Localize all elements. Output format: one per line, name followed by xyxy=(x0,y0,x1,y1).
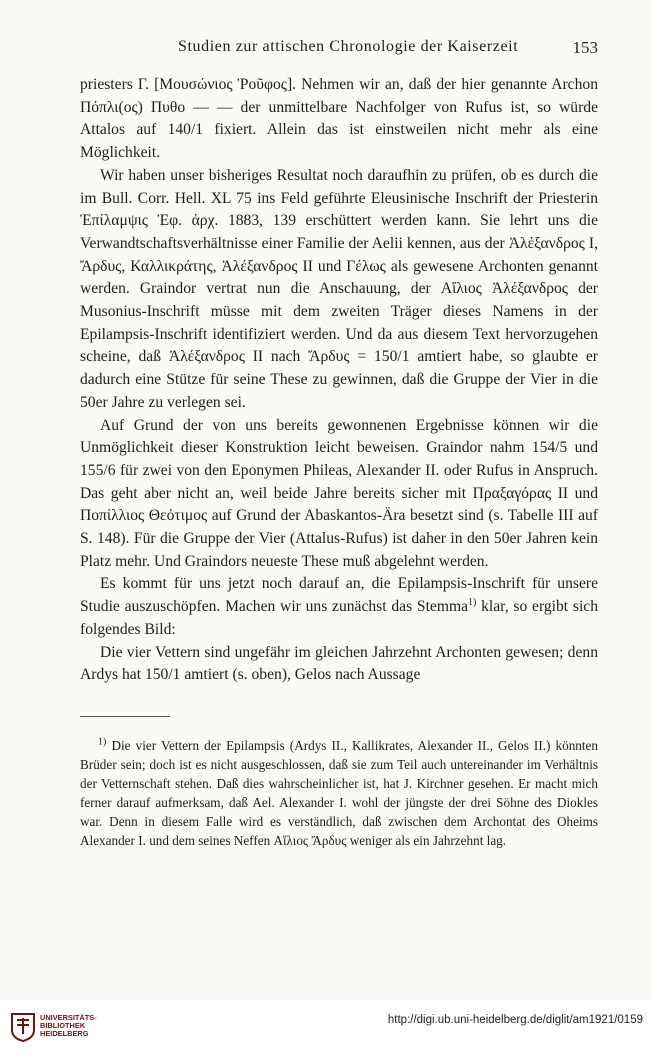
library-line-3: HEIDELBERG xyxy=(40,1029,89,1039)
paragraph-4 xyxy=(80,573,598,641)
university-seal-icon xyxy=(10,1012,36,1042)
permalink-url[interactable]: http://digi.ub.uni-heidelberg.de/diglit/am1921/0159 xyxy=(387,1014,643,1026)
footnote-ref[interactable]: 1) xyxy=(468,596,477,608)
library-logo-text[interactable] xyxy=(40,1014,97,1039)
paragraph-2: Wir haben unser bisheriges Resultat noch daraufhin zu prüfen, ob es durch die im Bull. Corr. Hell. XL 75 ins Feld geführte Eleusinische Inschrift der Priesterin Ἐπίλαμψις Ἐφ. ἀρχ. 1883, 139 erschüttert werden kann. Sie lehrt uns die Verwandtschaftsverhältnisse einer Familie der Aelii kennen, aus der Ἀλέξανδρος Ι, Ἄρδυς, Καλλικράτης, Ἀλέξανδρος ΙΙ und Γέλως als gewesene Archonten genannt werden. Graindor vertrat nun die Anschauung, der Αἴλιος Ἀλέξανδρος der Musonius-Inschrift müsse mit dem zweiten Träger dieses Namens in der Epilampsis-Inschrift identifiziert werden. Und da aus diesem Text hervorzugehen scheine, daß Ἀλέξανδρος ΙΙ nach Ἄρδυς = 150/1 amtiert habe, so glaubte er dadurch eine Stütze für seine These zu gewinnen, daß die Gruppe der Vier in die 50er Jahre zu verlegen sei. xyxy=(80,166,598,411)
page-number: 153 xyxy=(572,38,598,57)
library-line-1: UNIVERSITÄTS- xyxy=(40,1013,97,1022)
paragraph-1: priesters Γ. [Μουσώνιος Ῥοῦφος]. Nehmen wir an, daß der hier genannte Archon Πόπλι(ος) Πυθο — — der unmittelbare Nachfolger von Rufus ist, so würde Attalos auf 140/1 fixiert. Allein das ist einstweilen nicht mehr als eine Möglichkeit. xyxy=(80,76,598,162)
footnote-divider xyxy=(80,716,170,717)
footnote-marker: 1) xyxy=(98,736,107,748)
library-line-2: BIBLIOTHEK xyxy=(40,1021,86,1031)
footnote-text: Die vier Vettern der Epilampsis (Ardys II., Kallikrates, Alexander II., Gelos II.) könnten Brüder sein; doch ist es nicht ausgeschlossen, daß sie zum Teil auch untereinander im Verhältnis der Vetternschaft stehen. Daß dies wahrscheinlicher ist, hat J. Kirchner gesehen. Er macht mich ferner darauf aufmerksam, daß Ael. Alexander I. wohl der jüngste der drei Söhne des Diokles war. Denn in diesem Falle wird es verständlich, daß zwischen dem Archontat des Oheims Alexander I. und dem seines Neffen Αἴλιος Ἄρδυς weniger als ein Jahrzehnt lag. xyxy=(80,738,598,849)
paragraph-4-tail: klar, so ergibt sich folgendes Bild: xyxy=(80,598,599,638)
footnote xyxy=(80,736,598,851)
footer-bar xyxy=(0,1000,652,1052)
running-title: Studien zur attischen Chronologie der Kaiserzeit xyxy=(178,38,519,55)
page-header xyxy=(80,38,598,60)
paragraph-3: Auf Grund der von uns bereits gewonnenen Ergebnisse können wir die Unmöglichkeit dieser Konstruktion leicht beweisen. Graindor nahm 154/5 und 155/6 für zwei von den Eponymen Phileas, Alexander II. oder Rufus in Anspruch. Das geht aber nicht an, weil beide Jahre bereits sicher mit Πραξαγόρας ΙΙ und Ποπίλλιος Θεότιμος auf Grund der Abaskantos-Ära besetzt sind (s. Tabelle III auf S. 148). Für die Gruppe der Vier (Attalus-Rufus) ist daher in den 50er Jahren kein Platz mehr. Und Graindors neueste These muß abgelehnt werden. xyxy=(80,416,598,570)
footnote-paragraph xyxy=(80,736,598,851)
paragraph-4-text: Es kommt für uns jetzt noch darauf an, die Epilampsis-Inschrift für unsere Studie auszuschöpfen. Machen wir uns zunächst das Stemma xyxy=(80,575,598,616)
main-text xyxy=(80,74,598,687)
paragraph-5: Die vier Vettern sind ungefähr im gleichen Jahrzehnt Archonten gewesen; denn Ardys hat 150/1 amtiert (s. oben), Gelos nach Aussage xyxy=(80,643,598,684)
